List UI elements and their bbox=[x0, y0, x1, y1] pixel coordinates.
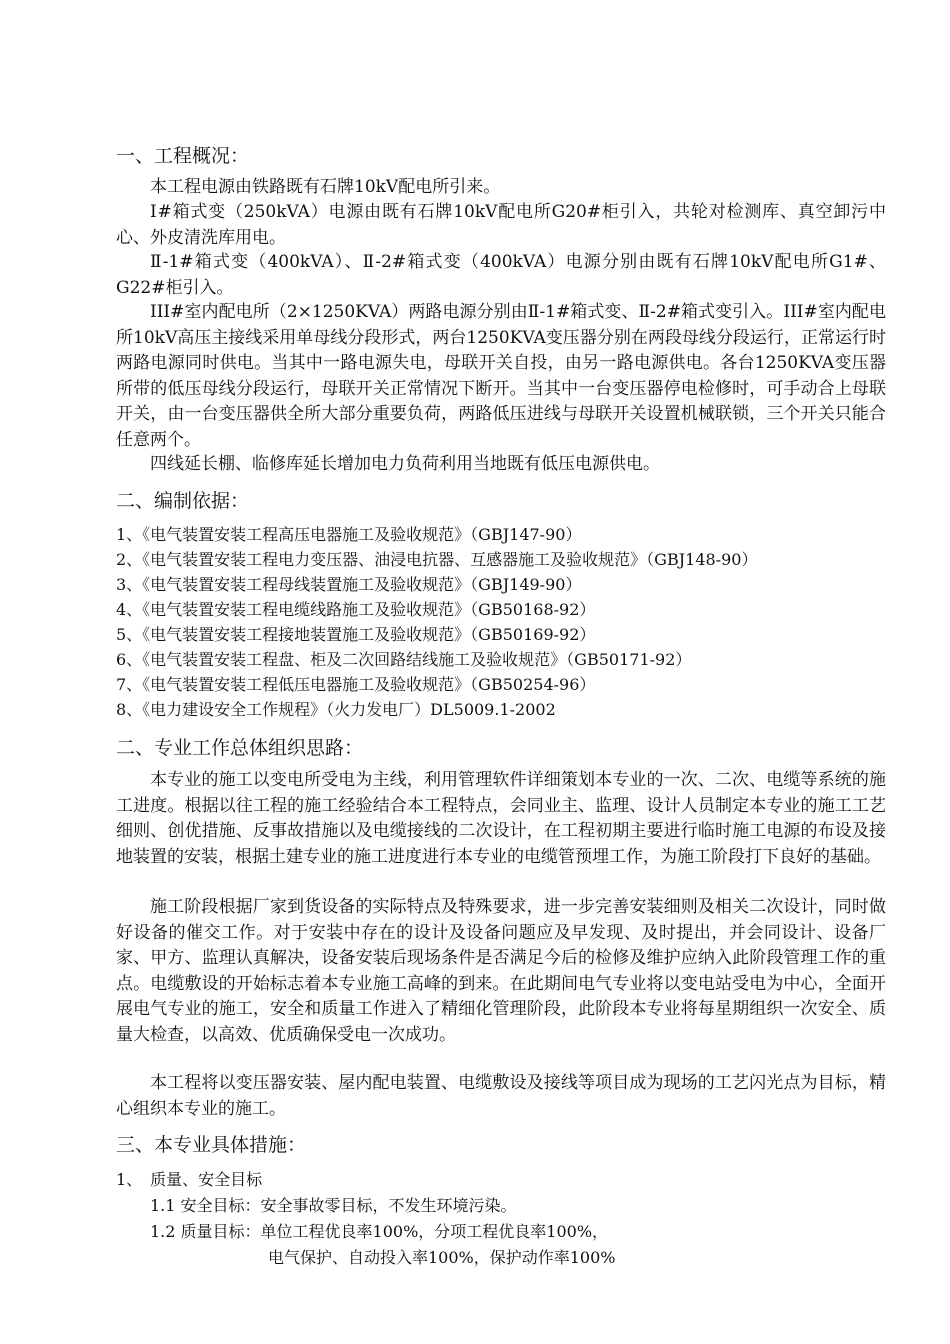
target-safety: 1.1 安全目标：安全事故零目标，不发生环境污染。 bbox=[150, 1196, 517, 1215]
target-quality-continued: 电气保护、自动投入率100%，保护动作率100% bbox=[268, 1248, 616, 1267]
paragraph: III#室内配电所（2×1250KVA）两路电源分别由Ⅱ-1#箱式变、Ⅱ-2#箱式变引入。III#室内配电所10kV高压主接线采用单母线分段形式，两台1250KVA变压器分别在两段母线分段运行，正常运行时两路电源同时供电。当其中一路电源失电，母联开关自投，由另一路电源供电。各台1250KVA变压器所带的低压母线分段运行，母联开关正常情况下断开。当其中一台变压器停电检修时，可手动合上母联开关，由一台变压器供全所大部分重要负荷，两路低压进线与母联开关设置机械联锁，三个开关只能合任意两个。 bbox=[116, 302, 886, 450]
paragraph: 本工程电源由铁路既有石牌10kV配电所引来。 bbox=[150, 177, 501, 197]
list-item: 3、《电气装置安装工程母线装置施工及验收规范》（GBJ149-90） bbox=[116, 575, 582, 594]
section-heading-measures: 三、本专业具体措施： bbox=[116, 1134, 307, 1156]
list-item: 5、《电气装置安装工程接地装置施工及验收规范》（GB50169-92） bbox=[116, 625, 596, 644]
paragraph: Ⅰ#箱式变（250kVA）电源由既有石牌10kV配电所G20#柜引入，共轮对检测库、真空卸污中心、外皮清洗库用电。 bbox=[116, 202, 886, 248]
paragraph: Ⅱ-1#箱式变（400kVA）、Ⅱ-2#箱式变（400kVA）电源分别由既有石牌10kV配电所G1#、G22#柜引入。 bbox=[116, 252, 886, 298]
list-item: 4、《电气装置安装工程电缆线路施工及验收规范》（GB50168-92） bbox=[116, 600, 596, 619]
list-item: 6、《电气装置安装工程盘、柜及二次回路结线施工及验收规范》（GB50171-92） bbox=[116, 650, 692, 669]
section-heading-overview: 一、工程概况： bbox=[116, 145, 250, 167]
target-quality: 1.2 质量目标：单位工程优良率100%，分项工程优良率100%， bbox=[150, 1222, 609, 1241]
section-heading-basis: 二、编制依据： bbox=[116, 490, 250, 512]
list-item: 1、《电气装置安装工程高压电器施工及验收规范》（GBJ147-90） bbox=[116, 525, 582, 544]
paragraph: 本工程将以变压器安装、屋内配电装置、电缆敷设及接线等项目成为现场的工艺闪光点为目标，精心组织本专业的施工。 bbox=[116, 1073, 886, 1119]
paragraph: 本专业的施工以变电所受电为主线，利用管理软件详细策划本专业的一次、二次、电缆等系统的施工进度。根据以往工程的施工经验结合本工程特点，会同业主、监理、设计人员制定本专业的施工工艺细则、创优措施、反事故措施以及电缆接线的二次设计，在工程初期主要进行临时施工电源的布设及接地装置的安装，根据土建专业的施工进度进行本专业的电缆管预埋工作，为施工阶段打下良好的基础。 bbox=[116, 770, 886, 867]
list-item: 7、《电气装置安装工程低压电器施工及验收规范》（GB50254-96） bbox=[116, 675, 596, 694]
list-item: 8、《电力建设安全工作规程》（火力发电厂）DL5009.1-2002 bbox=[116, 700, 556, 719]
list-item: 2、《电气装置安装工程电力变压器、油浸电抗器、互感器施工及验收规范》（GBJ148-90） bbox=[116, 550, 758, 569]
paragraph: 施工阶段根据厂家到货设备的实际特点及特殊要求，进一步完善安装细则及相关二次设计，同时做好设备的催交工作。对于安装中存在的设计及设备问题应及早发现、及时提出，并会同设计、设备厂家、甲方、监理认真解决，设备安装后现场条件是否满足今后的检修及维护应纳入此阶段管理工作的重点。电缆敷设的开始标志着本专业施工高峰的到来。在此期间电气专业将以变电站受电为中心，全面开展电气专业的施工，安全和质量工作进入了精细化管理阶段，此阶段本专业将每星期组织一次安全、质量大检查，以高效、优质确保受电一次成功。 bbox=[116, 897, 886, 1045]
list-item: 1、 质量、安全目标 bbox=[116, 1170, 263, 1189]
paragraph: 四线延长棚、临修库延长增加电力负荷利用当地既有低压电源供电。 bbox=[150, 454, 660, 474]
section-heading-approach: 二、专业工作总体组织思路： bbox=[116, 737, 364, 759]
